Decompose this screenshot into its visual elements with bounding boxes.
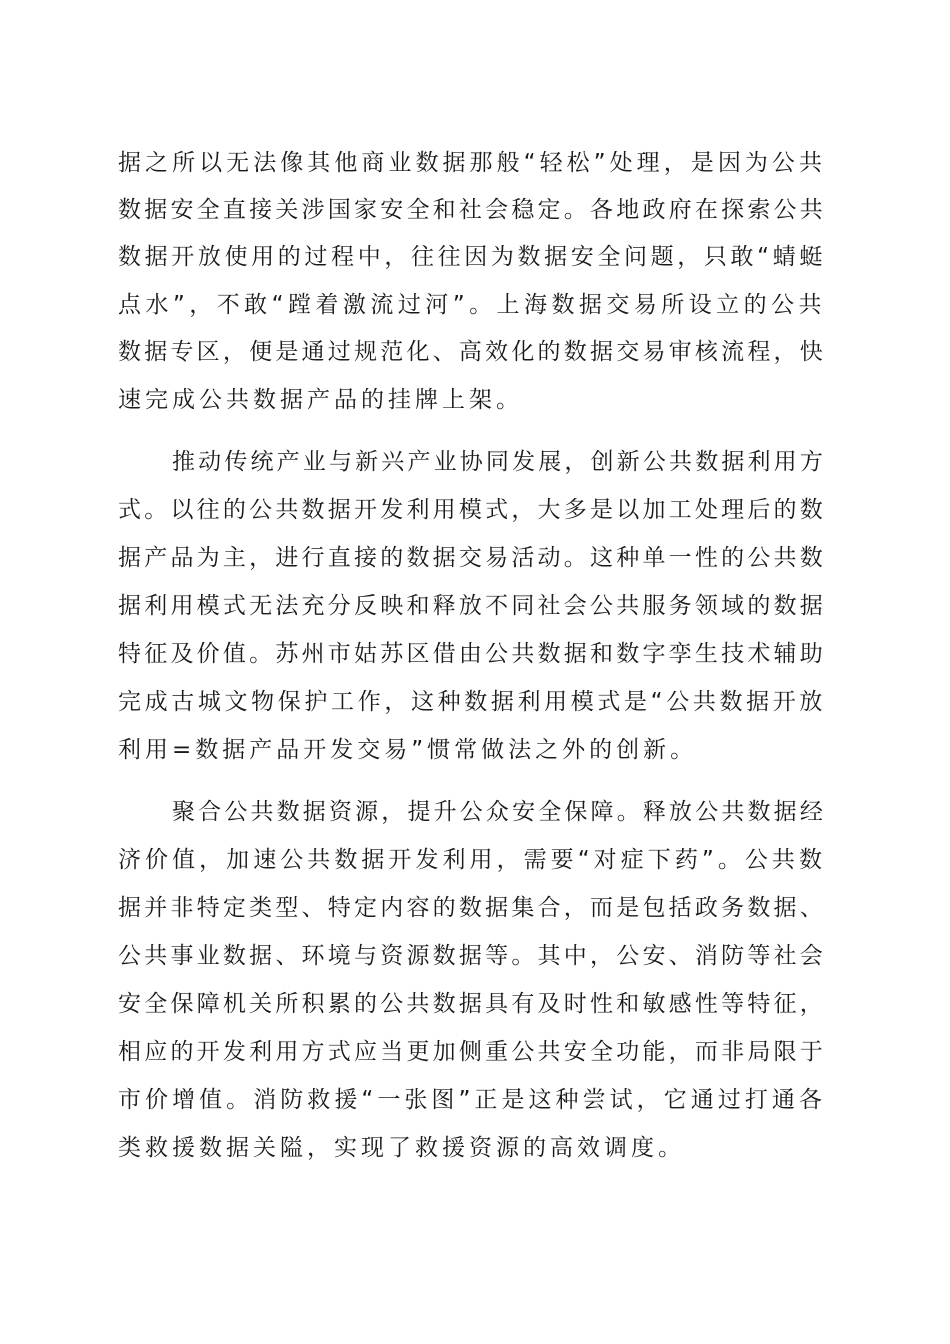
paragraph-2-line-3: 据产品为主，进行直接的数据交易活动。这种单一性的公共数	[118, 545, 826, 571]
paragraph-3-line-2: 济价值，加速公共数据开发利用，需要“对症下药”。公共数	[118, 847, 826, 873]
paragraph-1-line-3: 数据开放使用的过程中，往往因为数据安全问题，只敢“蜻蜓	[118, 244, 826, 270]
paragraph-1-line-6: 速完成公共数据产品的挂牌上架。	[118, 387, 523, 413]
paragraph-3-line-4: 公共事业数据、环境与资源数据等。其中，公安、消防等社会	[118, 943, 826, 969]
paragraph-2-line-2: 式。以往的公共数据开发利用模式，大多是以加工处理后的数	[118, 497, 826, 523]
paragraph-1-line-5: 数据专区，便是通过规范化、高效化的数据交易审核流程，快	[118, 339, 826, 365]
paragraph-2-line-4: 据利用模式无法充分反映和释放不同社会公共服务领域的数据	[118, 593, 826, 619]
paragraph-1-line-1: 据之所以无法像其他商业数据那般“轻松”处理，是因为公共	[118, 150, 826, 176]
paragraph-2-line-7: 利用=数据产品开发交易”惯常做法之外的创新。	[118, 737, 698, 763]
paragraph-3-line-5: 安全保障机关所积累的公共数据具有及时性和敏感性等特征，	[118, 991, 826, 1017]
paragraph-3-line-6: 相应的开发利用方式应当更加侧重公共安全功能，而非局限于	[118, 1039, 826, 1065]
paragraph-3-line-1: 聚合公共数据资源，提升公众安全保障。释放公共数据经	[172, 799, 826, 825]
paragraph-3-line-7: 市价增值。消防救援“一张图”正是这种尝试，它通过打通各	[118, 1087, 826, 1113]
paragraph-3-line-3: 据并非特定类型、特定内容的数据集合，而是包括政务数据、	[118, 895, 826, 921]
paragraph-2-line-5: 特征及价值。苏州市姑苏区借由公共数据和数字孪生技术辅助	[118, 641, 826, 667]
paragraph-1-line-2: 数据安全直接关涉国家安全和社会稳定。各地政府在探索公共	[118, 197, 826, 223]
paragraph-3-line-8: 类救援数据关隘，实现了救援资源的高效调度。	[118, 1135, 685, 1161]
paragraph-2-line-6: 完成古城文物保护工作，这种数据利用模式是“公共数据开放	[118, 689, 826, 715]
paragraph-2-line-1: 推动传统产业与新兴产业协同发展，创新公共数据利用方	[172, 449, 826, 475]
paragraph-1-line-4: 点水”，不敢“蹚着激流过河”。上海数据交易所设立的公共	[118, 292, 826, 318]
